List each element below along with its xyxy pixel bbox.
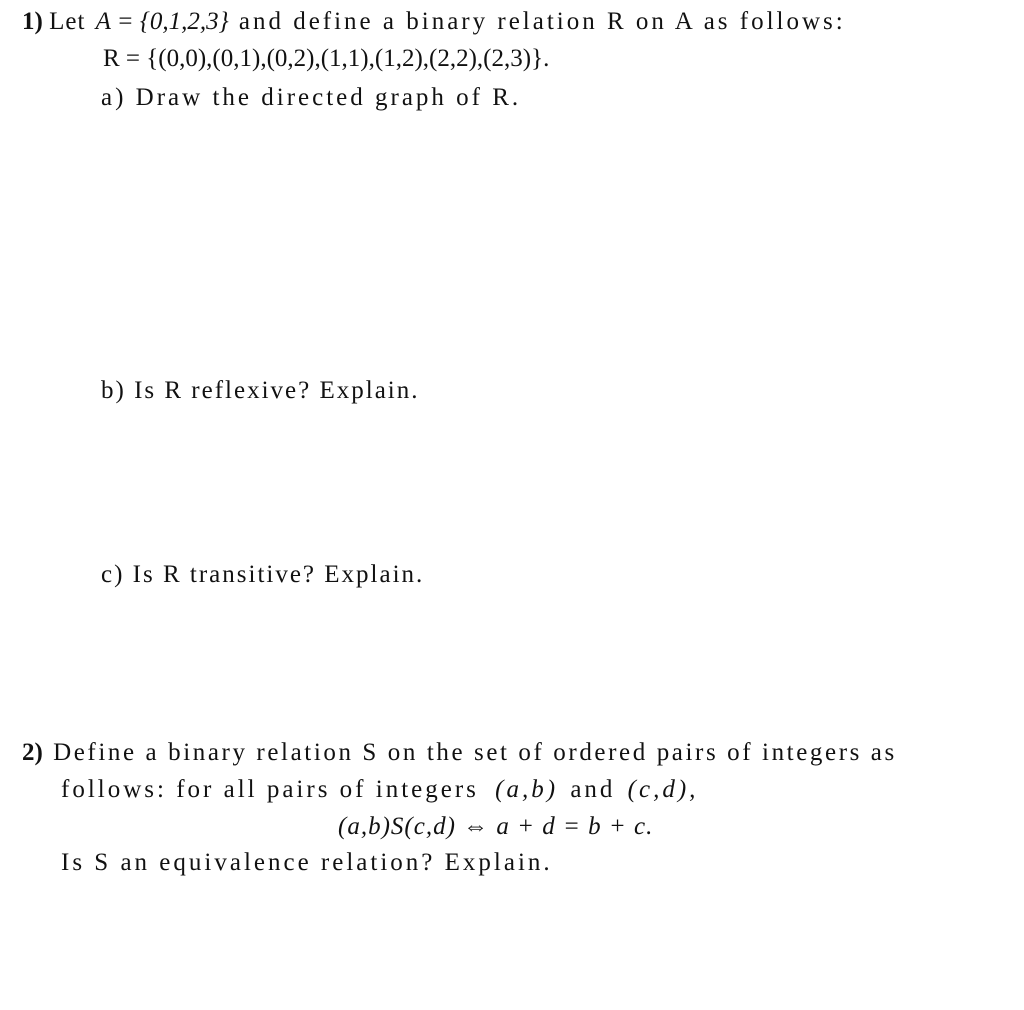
problem2-intro-text: Define a binary relation S on the set of ordered pairs of integers as	[53, 739, 897, 766]
problem2-follows-text: follows: for all pairs of integers	[61, 776, 479, 803]
problem1-line1	[22, 9, 846, 34]
problem1-intro-text: and define a binary relation R on A as follows:	[238, 8, 846, 35]
and-word: and	[570, 776, 616, 803]
pair-cd: (c,d),	[627, 776, 699, 803]
part-b-question: b) Is R reflexive? Explain.	[101, 377, 420, 404]
pair-ab: (a,b)	[495, 776, 559, 803]
problem2-number: 2)	[22, 739, 43, 766]
problem2-line1	[22, 740, 897, 765]
problem1-intro-lead: Let	[49, 8, 86, 35]
problem2-line2	[61, 777, 698, 802]
part-a-question: a) Draw the directed graph of R.	[101, 84, 522, 111]
equivalence-equation: (a,b)S(c,d) ⇔ a + d = b + c.	[338, 813, 654, 840]
set-a-definition: A = {0,1,2,3}	[95, 8, 229, 35]
relation-r-definition: R = {(0,0),(0,1),(0,2),(1,1),(1,2),(2,2),(2,3)}.	[103, 45, 550, 72]
part-c-question: c) Is R transitive? Explain.	[101, 561, 425, 588]
problem2-question: Is S an equivalence relation? Explain.	[61, 849, 553, 876]
problem1-number: 1)	[22, 8, 43, 35]
